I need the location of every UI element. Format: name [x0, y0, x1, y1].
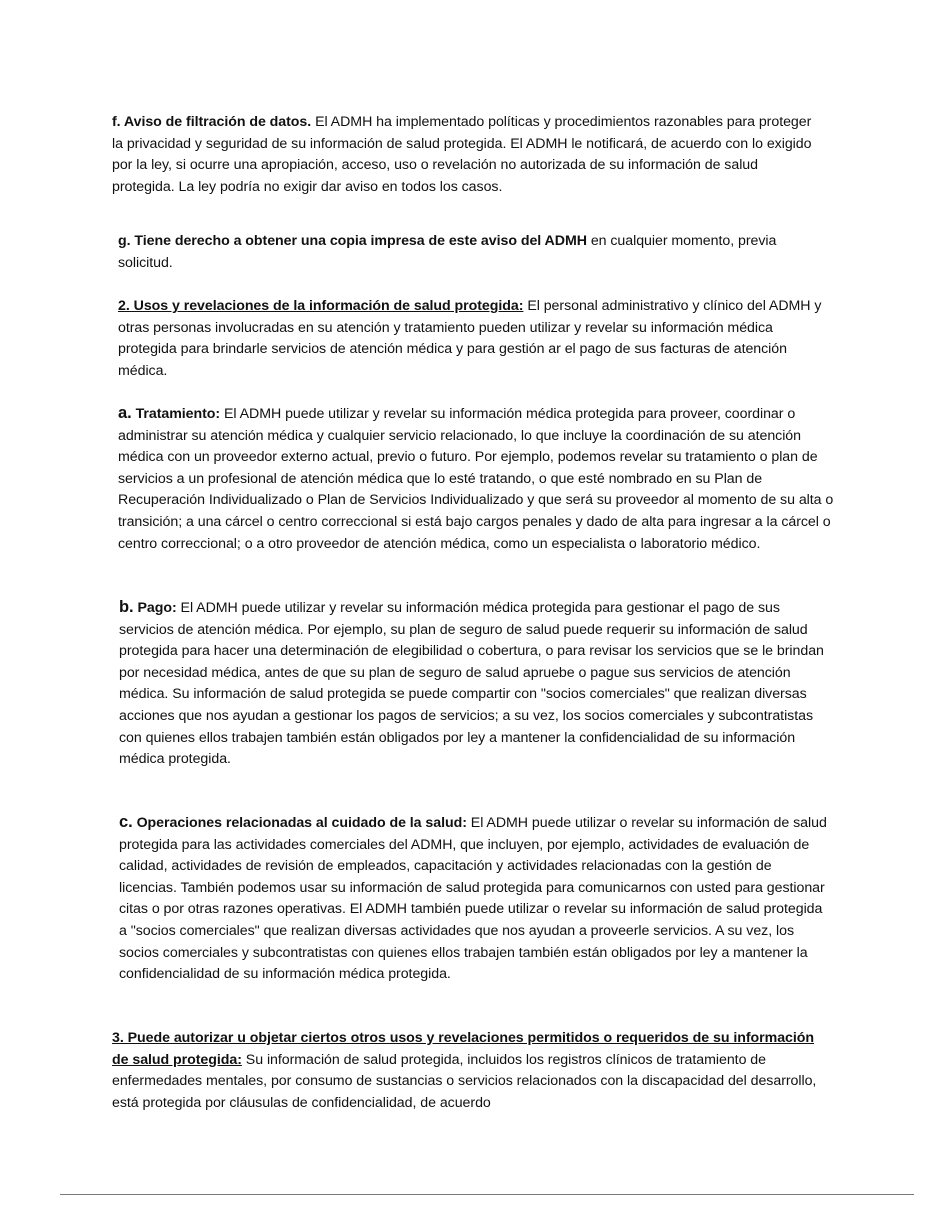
section-3-body: Su información de salud protegida, incluidos los registros clínicos de tratamiento de enfermedades mentales, por consumo de sustancias o servicios relacionados con la discapacidad del desarrollo, está protegida por cláusulas de confidencialidad, de acuerdo — [112, 1051, 817, 1111]
section-f-body: El ADMH ha implementado políticas y procedimientos razonables para proteger la privacidad y seguridad de su información de salud protegida. El ADMH le notificará, de acuerdo con lo exigido por la ley, si ocurre una apropiación, acceso, uso o revelación no autorizada de su información de salud protegida. La ley podría no exigir dar aviso en todos los casos. — [112, 114, 812, 195]
section-a-treatment — [118, 403, 836, 555]
section-g-body: en cualquier momento, previa solicitud. — [118, 233, 777, 271]
section-2-body: El personal administrativo y clínico del ADMH y otras personas involucradas en su atención y tratamiento pueden utilizar y revelar su información médica protegida para brindarle servicios de atención médica y para gestión ar el pago de sus facturas de atención médica. — [118, 298, 822, 379]
footer-divider — [60, 1194, 914, 1195]
section-3-heading: 3. Puede autorizar u objetar ciertos otros usos y revelaciones permitidos o requeridos de su información de salud protegida: — [112, 1030, 815, 1068]
section-c-heading: Operaciones relacionadas al cuidado de la salud: — [132, 815, 467, 831]
section-g-paper-copy — [118, 231, 832, 274]
section-b-heading: Pago: — [133, 600, 177, 616]
section-a-letter: a. — [118, 404, 132, 422]
section-c-letter: c. — [119, 813, 133, 831]
section-f-breach-notice — [112, 112, 824, 198]
section-b-body: El ADMH puede utilizar y revelar su información médica protegida para gestionar el pago de sus servicios de atención médica. Por ejemplo, su plan de seguro de salud puede requerir su información de salud protegida para hacer una determinación de elegibilidad o cobertura, o para revisar los servicios que se le brindan por necesidad médica, antes de que su plan de seguro de salud apruebe o pague sus servicios de atención médica. Su información de salud protegida se puede compartir con "socios comerciales" que realizan diversas acciones que nos ayudan a gestionar los pagos de servicios; a su vez, los socios comerciales y subcontratistas con quienes ellos trabajen también están obligados por ley a mantener la confidencialidad de su información médica protegida. — [119, 600, 824, 768]
section-g-heading: g. Tiene derecho a obtener una copia impresa de este aviso del ADMH — [118, 233, 587, 249]
section-a-body: El ADMH puede utilizar y revelar su información médica protegida para proveer, coordinar o administrar su atención médica y cualquier servicio relacionado, lo que incluye la coordinación de su atención médica con un proveedor externo actual, previo o futuro. Por ejemplo, podemos revelar su tratamiento o plan de servicios a un profesional de atención médica que lo esté tratando, o que esté nombrado en su Plan de Recuperación Individualizado o Plan de Servicios Individualizado y que será su proveedor al momento de su alta o transición; a una cárcel o centro correccional si está bajo cargos penales y dado de alta para ingresar a la cárcel o centro correccional; o a otro proveedor de atención médica, como un especialista o laboratorio médico. — [118, 406, 834, 552]
section-f-heading: f. Aviso de filtración de datos. — [112, 114, 312, 130]
section-b-payment — [119, 597, 831, 771]
section-2-uses-disclosures — [118, 296, 832, 382]
section-b-letter: b. — [119, 598, 134, 616]
section-3-authorize-object — [112, 1028, 828, 1114]
section-2-heading: 2. Usos y revelaciones de la información de salud protegida: — [118, 298, 524, 314]
section-c-body: El ADMH puede utilizar o revelar su información de salud protegida para las actividades comerciales del ADMH, que incluyen, por ejemplo, actividades de evaluación de calidad, actividades de revisión de empleados, capacitación y actividades relacionadas con la gestión de licencias. También podemos usar su información de salud protegida para comunicarnos con usted para gestionar citas o por otras razones operativas. El ADMH también puede utilizar o revelar su información de salud protegida a "socios comerciales" que realizan diversas actividades que nos ayudan a proveerle servicios. A su vez, los socios comerciales y subcontratistas con quienes ellos trabajen también están obligados por ley a mantener la confidencialidad de su información médica protegida. — [119, 815, 827, 983]
section-a-heading: Tratamiento: — [131, 406, 221, 422]
section-c-operations — [119, 812, 833, 986]
